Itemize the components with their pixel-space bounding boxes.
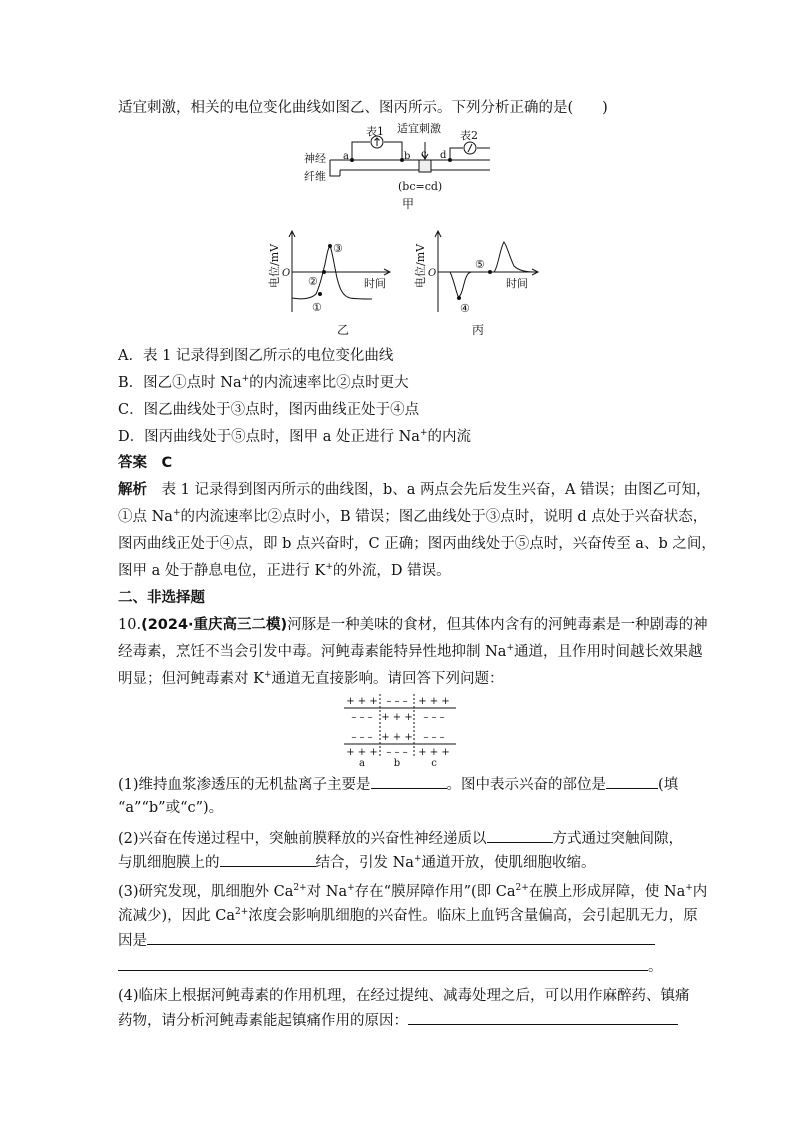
svg-text:+ + +: + + +: [381, 712, 413, 723]
answer: 答案 C: [118, 455, 173, 471]
svg-text:– – –: – – –: [423, 712, 445, 723]
svg-text:+ + +: + + +: [418, 696, 450, 707]
yi-xlabel: 时间: [364, 277, 386, 290]
sub3-blank-2[interactable]: [118, 956, 648, 971]
svg-text:+ + +: + + +: [346, 696, 378, 707]
svg-text:– – –: – – –: [386, 747, 408, 758]
membrane-label-a: a: [359, 758, 365, 768]
option-d: D．图丙曲线处于⑤点时，图甲 a 处正进行 Na+的内流: [118, 428, 471, 445]
sub3-line-3: 因是: [118, 930, 655, 951]
analysis-label: 解析: [118, 482, 147, 498]
sub2-line-1: (2)兴奋在传递过程中，突触前膜释放的兴奋性神经递质以 方式通过突触间隙，: [118, 828, 683, 849]
point-c: c: [421, 149, 427, 160]
sub4-blank[interactable]: [408, 1010, 678, 1025]
fiber-label-1: 神经: [304, 152, 326, 165]
q10-line-3: 明显；但河鲀毒素对 K+通道无直接影响。请回答下列问题：: [118, 670, 504, 687]
sub3-blank-1[interactable]: [147, 930, 655, 945]
section-title: 二、非选择题: [118, 590, 205, 606]
analysis-line-3: 图丙曲线正处于④点，即 b 点兴奋时，C 正确；图丙曲线处于⑤点时，兴奋传至 a、b 之间，: [118, 536, 716, 552]
sub3-line-4: 。: [118, 956, 663, 977]
sub2-blank-1[interactable]: [487, 828, 553, 843]
sub2-line-2: 与肌细胞膜上的 结合，引发 Na+通道开放，使肌细胞收缩。: [118, 852, 596, 873]
svg-text:– – –: – – –: [351, 712, 373, 723]
analysis-line-4: 图甲 a 处于静息电位，正进行 K+的外流，D 错误。: [118, 562, 451, 579]
svg-text:– – –: – – –: [351, 732, 373, 743]
fiber-label-2: 纤维: [304, 170, 326, 183]
svg-text:+ + +: + + +: [418, 747, 450, 758]
figure-jia: [300, 120, 500, 218]
figure-yi: [264, 228, 394, 340]
sub3-line-1: (3)研究发现，肌细胞外 $Ca^{2+}$对 Na+存在“膜屏障作用”(即 $Ca^{2+}$在膜上形成屏障，使 Na+内: [118, 883, 708, 900]
membrane-label-b: b: [393, 758, 401, 768]
bing-origin: O: [428, 268, 437, 279]
sub2-blank-2[interactable]: [220, 852, 316, 867]
option-c: C．图乙曲线处于③点时，图丙曲线正处于④点: [118, 402, 420, 418]
sub3-line-2: 流减少)，因此 $Ca^{2+}$浓度会影响肌细胞的兴奋性。临床上血钙含量偏高，会引起肌无力，原: [118, 907, 698, 924]
sub1-line-2: “a”“b”或“c”)。: [118, 800, 224, 816]
point-a: a: [343, 151, 349, 162]
equation-label: (bc=cd): [398, 180, 443, 193]
meter2-label: 表2: [460, 129, 478, 142]
svg-text:– – –: – – –: [423, 732, 445, 743]
q10-line-2: 经毒素，烹饪不当会引发中毒。河鲀毒素能特异性地抑制 Na+通道，且作用时间越长效果越: [118, 643, 703, 660]
analysis-line-1: 解析 表 1 记录得到图丙所示的曲线图，b、a 两点会先后发生兴奋，A 错误；由图乙可知，: [118, 482, 711, 498]
meter1-label: 表1: [366, 125, 384, 138]
bing-xlabel: 时间: [506, 277, 528, 290]
figure-jia-caption: 甲: [402, 197, 415, 211]
point-d: d: [440, 150, 447, 161]
marker-5: ⑤: [475, 258, 485, 271]
yi-ylabel: 电位/mV: [268, 243, 281, 288]
bing-ylabel: 电位/mV: [414, 243, 427, 288]
point-b: b: [404, 151, 411, 162]
sub1-blank-2[interactable]: [606, 774, 658, 789]
figure-bing: [412, 228, 542, 340]
q10-line-1: 10.(2024·重庆高三二模)河豚是一种美味的食材，但其体内含有的河鲀毒素是一种剧毒的神: [118, 617, 708, 633]
question-intro: 适宜刺激，相关的电位变化曲线如图乙、图丙所示。下列分析正确的是( ): [118, 100, 608, 116]
marker-1: ①: [312, 301, 322, 314]
membrane-diagram: [340, 692, 460, 768]
sub1-line-1: (1)维持血浆渗透压的无机盐离子主要是 。图中表示兴奋的部位是 (填: [118, 774, 678, 795]
sub1-blank-1[interactable]: [371, 774, 447, 789]
option-b: B．图乙①点时 Na+的内流速率比②点时更大: [118, 374, 409, 391]
svg-text:+ + +: + + +: [381, 732, 413, 743]
marker-4: ④: [460, 302, 470, 315]
svg-text:+ + +: + + +: [346, 747, 378, 758]
figure-yi-caption: 乙: [337, 323, 350, 337]
sub4-line-2: 药物，请分析河鲀毒素能起镇痛作用的原因：: [118, 1010, 678, 1031]
marker-2: ②: [308, 275, 318, 288]
option-a: A．表 1 记录得到图乙所示的电位变化曲线: [118, 348, 394, 364]
stimulus-label: 适宜刺激: [397, 122, 441, 135]
membrane-label-c: c: [431, 758, 437, 768]
figure-bing-caption: 丙: [472, 323, 485, 337]
yi-origin: O: [282, 268, 291, 279]
marker-3: ③: [333, 242, 343, 255]
svg-text:– – –: – – –: [386, 696, 408, 707]
sub4-line-1: (4)临床上根据河鲀毒素的作用机理，在经过提纯、减毒处理之后，可以用作麻醉药、镇痛: [118, 988, 690, 1004]
analysis-line-2: ①点 Na+的内流速率比②点时小，B 错误；图乙曲线处于③点时，说明 d 点处于兴奋状态，: [118, 508, 708, 525]
